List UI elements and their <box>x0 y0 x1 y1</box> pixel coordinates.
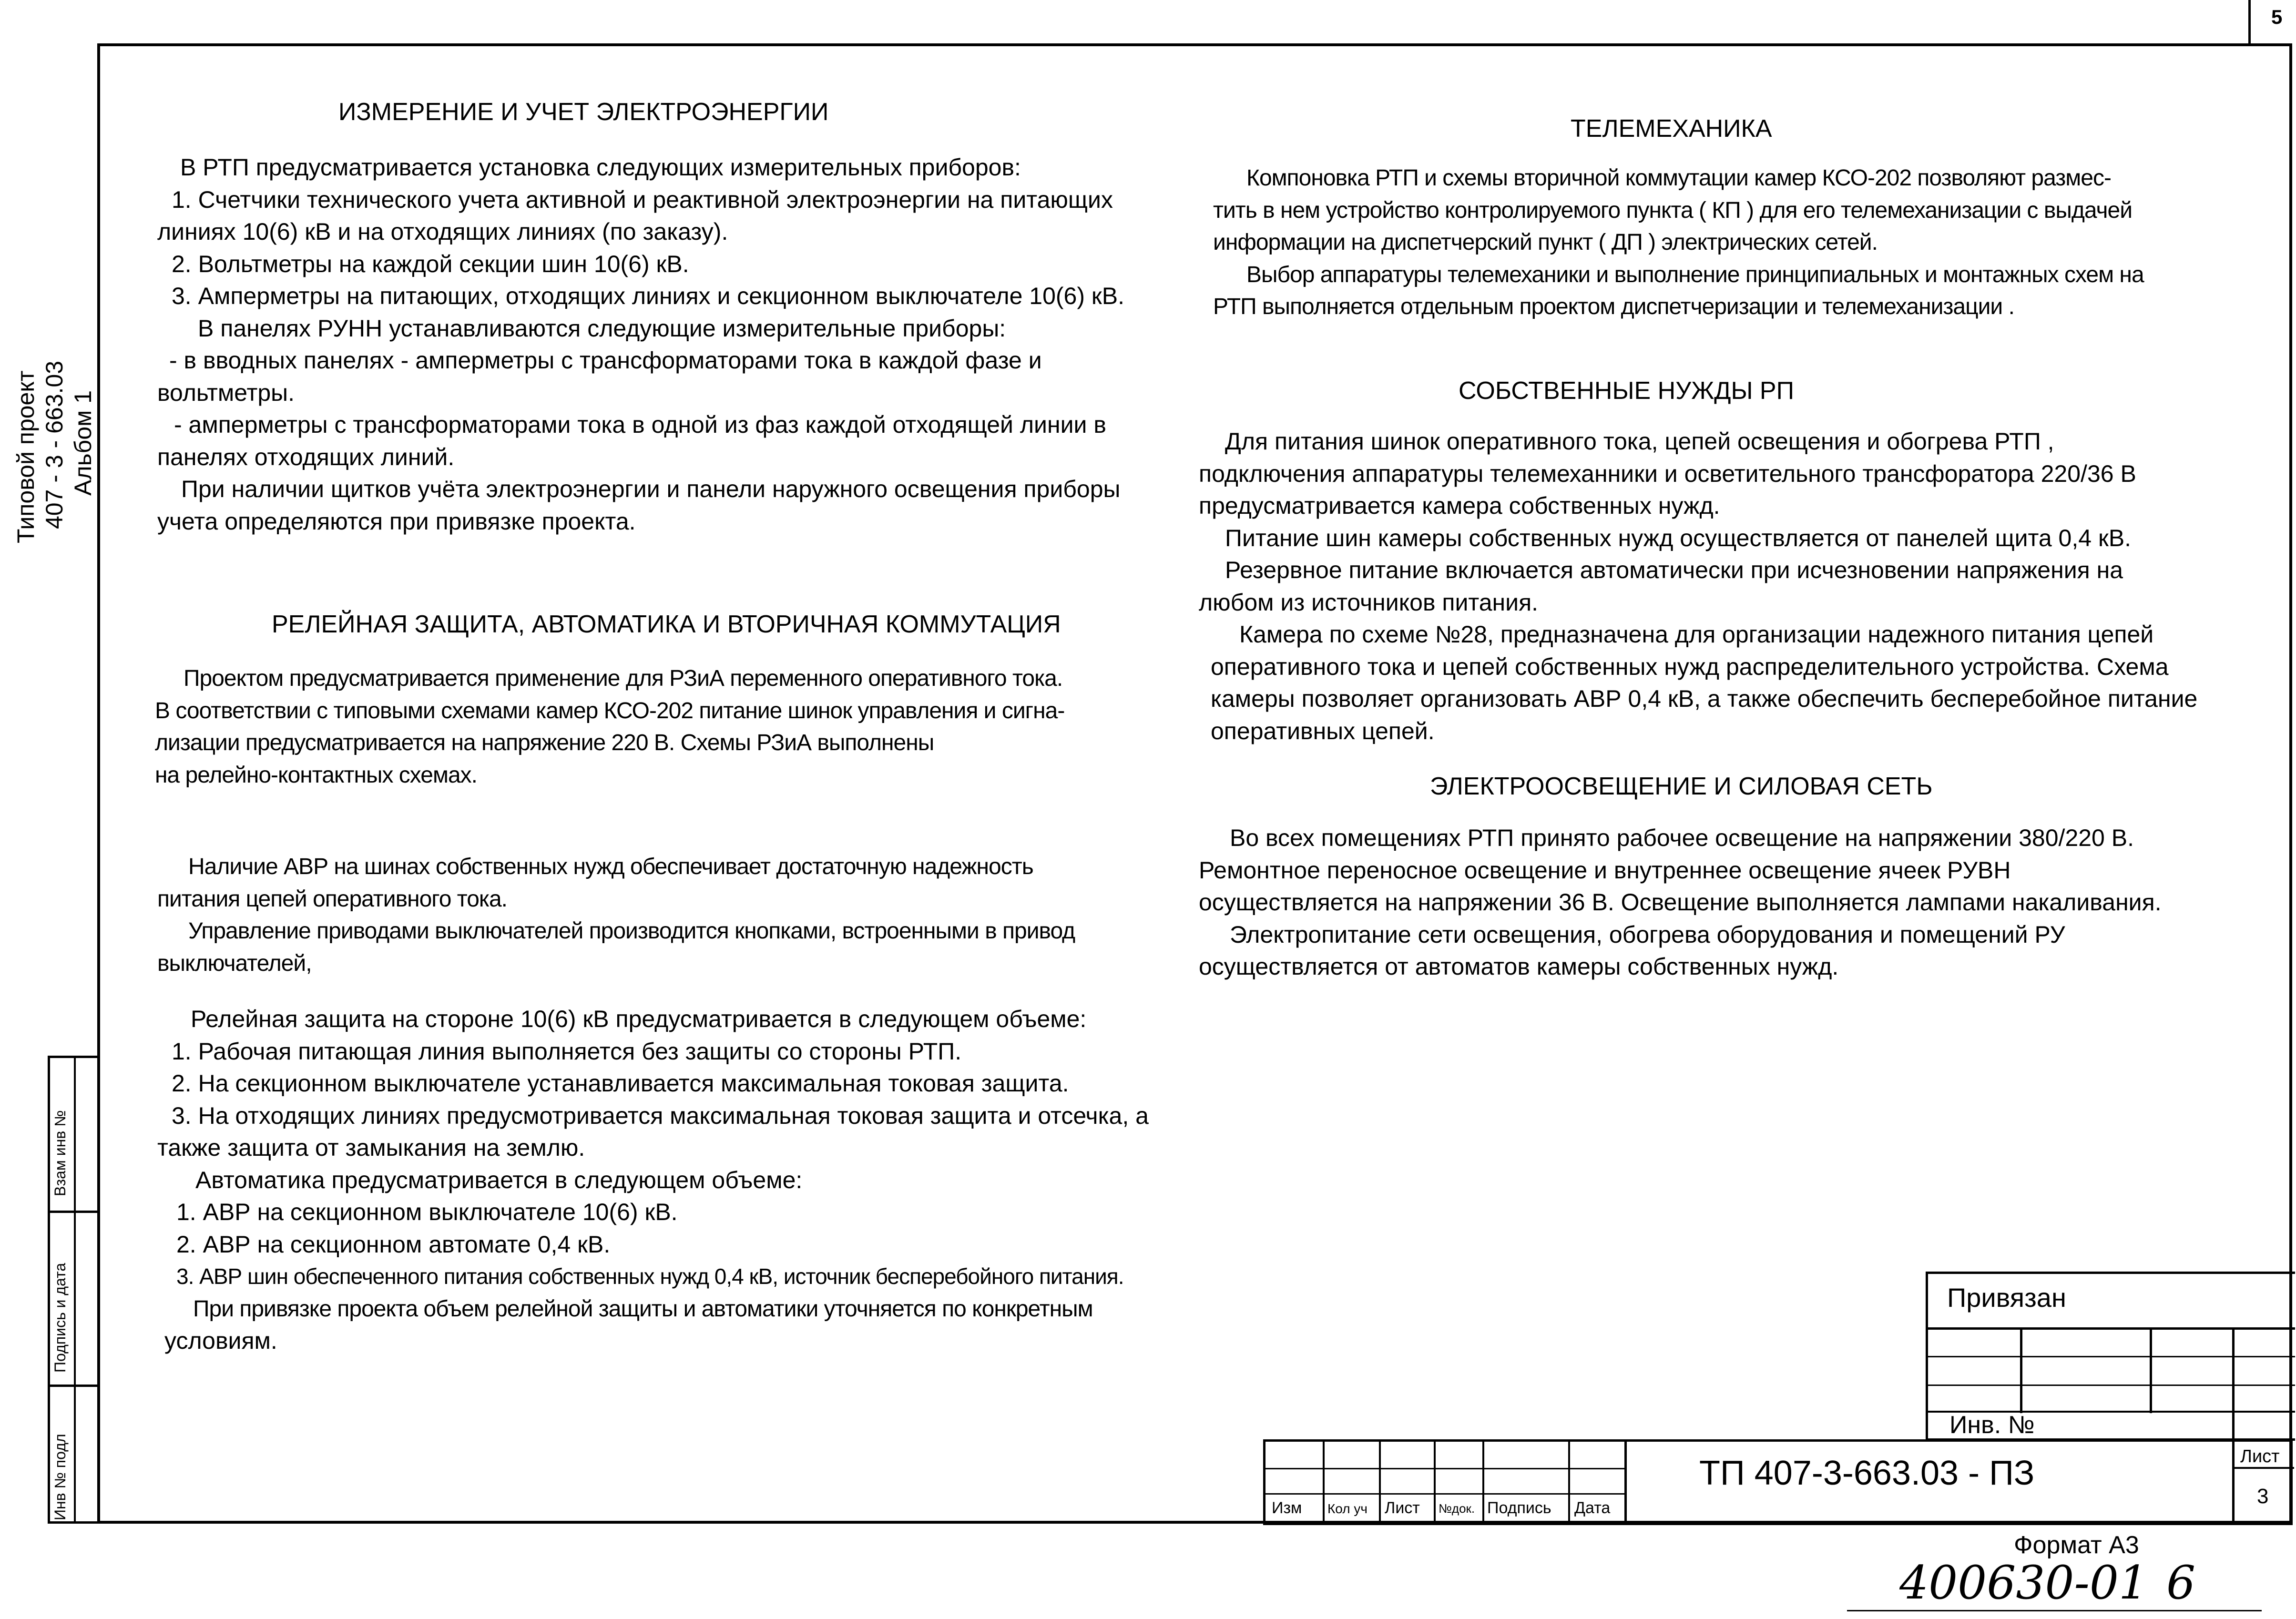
text-line: 2. На секционном выключателе устанавливается максимальная токовая защита. <box>172 1070 1069 1097</box>
text-line: 1. АВР на секционном выключателе 10(6) кВ. <box>176 1199 678 1225</box>
text-line: предусматривается камера собственных нужд. <box>1199 492 1720 519</box>
text-line: любом из источников питания. <box>1199 589 1539 616</box>
document-code: ТП 407-3-663.03 - ПЗ <box>1699 1454 2035 1492</box>
text-line: 1. Рабочая питающая линия выполняется без защиты со стороны РТП. <box>172 1038 962 1065</box>
grid-line <box>1624 1439 1627 1525</box>
text-line: Электропитание сети освещения, обогрева оборудования и помещений РУ <box>1230 921 2065 948</box>
text-line: Резервное питание включается автоматически при исчезновении напряжения на <box>1225 557 2123 583</box>
text-line: - в вводных панелях - амперметры с трансформаторами тока в каждой фазе и <box>169 347 1042 374</box>
grid-line <box>2232 1439 2235 1525</box>
text-line: В РТП предусматривается установка следующих измерительных приборов: <box>180 154 1021 181</box>
text-line: оперативного тока и цепей собственных нужд распределительного устройства. Схема <box>1211 653 2169 680</box>
text-line: условиям. <box>164 1327 277 1354</box>
grid-line <box>1263 1493 1625 1495</box>
text-line: 3. На отходящих линиях предусмотривается максимальная токовая защита и отсечка, а <box>172 1102 1149 1129</box>
text-line: Питание шин камеры собственных нужд осуществляется от панелей щита 0,4 кВ. <box>1225 524 2132 551</box>
text-line: Наличие АВР на шинах собственных нужд обеспечивает достаточную надежность <box>188 854 1033 879</box>
text-line: линиях 10(6) кВ и на отходящих линиях (по заказу). <box>157 218 728 245</box>
side-stamp-separator <box>48 1385 100 1387</box>
text-line: РТП выполняется отдельным проектом диспетчеризации и телемеханизации . <box>1213 294 2014 319</box>
text-line: осуществляется на напряжении 36 В. Освещение выполняется лампами накаливания. <box>1199 889 2162 916</box>
text-line: лизации предусматривается на напряжение 220 В. Схемы РЗиА выполнены <box>155 730 934 755</box>
col-label-list: Лист <box>1385 1499 1420 1517</box>
format-label: Формат А3 <box>2014 1531 2139 1559</box>
text-line: 3. АВР шин обеспеченного питания собственных нужд 0,4 кВ, источник бесперебойного питания. <box>176 1264 1124 1289</box>
col-label-kol: Кол уч <box>1327 1501 1367 1516</box>
handwritten-underline <box>1847 1610 2262 1611</box>
album-label: Альбом 1 <box>70 390 96 496</box>
metering-text <box>157 152 1124 538</box>
col-label-izm: Изм <box>1272 1499 1302 1517</box>
text-line: В соответствии с типовыми схемами камер КСО-202 питание шинок управления и сигна- <box>155 698 1065 723</box>
handwritten-page: 6 <box>2166 1556 2196 1609</box>
text-line: Камера по схеме №28, предназначена для организации надежного питания цепей <box>1239 621 2154 648</box>
project-type-label: Типовой проект <box>12 370 39 543</box>
text-line: При наличии щитков учёта электроэнергии и панели наружного освещения приборы <box>181 476 1121 502</box>
text-line: - амперметры с трансформаторами тока в одной из фаз каждой отходящей линии в <box>174 411 1106 438</box>
text-line: 3. Амперметры на питающих, отходящих линиях и секционном выключателе 10(6) кВ. <box>172 283 1124 309</box>
lighting-text <box>1199 822 2162 983</box>
col-label-date: Дата <box>1574 1499 1611 1517</box>
text-line: также защита от замыкания на землю. <box>157 1134 585 1161</box>
grid-line <box>2232 1327 2235 1441</box>
text-line: Во всех помещениях РТП принято рабочее освещение на напряжении 380/220 В. <box>1230 825 2134 851</box>
section-title-own-needs: СОБСТВЕННЫЕ НУЖДЫ РП <box>1459 377 1794 405</box>
text-line: Релейная защита на стороне 10(6) кВ предусматривается в следующем объеме: <box>191 1006 1087 1032</box>
side-stamp-separator <box>48 1211 100 1213</box>
grid-line <box>1379 1439 1381 1525</box>
relay-text-a <box>155 662 1064 791</box>
grid-line <box>1926 1385 2295 1386</box>
grid-line <box>1926 1327 2295 1330</box>
text-line: Ремонтное переносное освещение и внутреннее освещение ячеек РУВН <box>1199 856 2011 884</box>
relay-text-b <box>157 851 1075 979</box>
replace-inv-label: Взам инв № <box>51 1110 69 1196</box>
text-line: вольтметры. <box>157 379 295 406</box>
text-line: камеры позволяет организовать АВР 0,4 кВ, а также обеспечить бесперебойное питание <box>1211 685 2198 712</box>
grid-line <box>2020 1327 2022 1413</box>
list-label: Лист <box>2240 1446 2280 1466</box>
text-line: оперативных цепей. <box>1211 717 1435 744</box>
grid-line <box>1926 1356 2295 1357</box>
text-line: подключения аппаратуры телемеханники и осветительного трансфоратора 220/36 В <box>1199 460 2136 487</box>
section-title-relay: РЕЛЕЙНАЯ ЗАЩИТА, АВТОМАТИКА И ВТОРИЧНАЯ КОММУТАЦИЯ <box>272 611 1061 638</box>
text-line: Проектом предусматривается применение для РЗиА переменного оперативного тока. <box>184 666 1063 691</box>
telemechanics-text <box>1213 162 2144 323</box>
text-line: выключателей, <box>157 950 312 976</box>
text-line: панелях отходящих линий. <box>157 443 455 470</box>
project-number-label: 407 - 3 - 663.03 <box>41 360 68 529</box>
text-line: Компоновка РТП и схемы вторичной коммутации камер КСО-202 позволяют размес- <box>1246 165 2111 191</box>
col-label-doc: №док. <box>1439 1501 1475 1516</box>
own-needs-text <box>1199 426 2197 747</box>
text-line: Для питания шинок оперативного тока, цепей освещения и обогрева РТП , <box>1225 428 2054 455</box>
text-line: 2. АВР на секционном автомате 0,4 кВ. <box>176 1231 611 1258</box>
grid-line <box>1323 1439 1325 1525</box>
text-line: При привязке проекта объем релейной защиты и автоматики уточняется по конкретным <box>193 1296 1093 1322</box>
grid-line <box>1482 1439 1484 1525</box>
relay-text-c <box>157 1003 1149 1357</box>
text-line: на релейно-контактных схемах. <box>155 762 477 788</box>
text-line: В панелях РУНН устанавливаются следующие измерительные приборы: <box>198 315 1006 342</box>
section-title-telemechanics: ТЕЛЕМЕХАНИКА <box>1571 115 1772 143</box>
handwritten-number: 400630-01 <box>1899 1556 2148 1609</box>
text-line: тить в нем устройство контролируемого пункта ( КП ) для его телемеханизации с выдачей <box>1213 197 2132 223</box>
grid-line <box>2150 1327 2152 1413</box>
signature-date-label: Подпись и дата <box>51 1263 69 1373</box>
text-line: 1. Счетчики технического учета активной и реактивной электроэнергии на питающих <box>172 186 1113 213</box>
text-line: питания цепей оперативного тока. <box>157 886 508 912</box>
text-line: Выбор аппаратуры телемеханики и выполнение принципиальных и монтажных схем на <box>1246 262 2144 287</box>
grid-line <box>2232 1467 2294 1469</box>
text-line: информации на диспетчерский пункт ( ДП ) электрических сетей. <box>1213 230 1878 255</box>
list-value: 3 <box>2257 1485 2269 1508</box>
section-title-lighting: ЭЛЕКТРООСВЕЩЕНИЕ И СИЛОВАЯ СЕТЬ <box>1430 773 1933 800</box>
grid-line <box>1263 1468 1625 1469</box>
grid-line <box>1434 1439 1436 1525</box>
text-line: Управление приводами выключателей производится кнопками, встроенными в привод <box>188 918 1075 944</box>
grid-line <box>1568 1439 1570 1525</box>
inv-number-label: Инв. № <box>1949 1411 2035 1439</box>
section-title-metering: ИЗМЕРЕНИЕ И УЧЕТ ЭЛЕКТРОЭНЕРГИИ <box>338 98 829 126</box>
text-line: осуществляется от автоматов камеры собственных нужд. <box>1199 953 1839 980</box>
sheet-number: 5 <box>2271 6 2283 28</box>
text-line: Автоматика предусматривается в следующем объеме: <box>195 1166 803 1193</box>
binding-label: Привязан <box>1947 1283 2066 1313</box>
text-line: учета определяются при привязке проекта. <box>157 508 636 535</box>
side-stamp-divider <box>74 1056 76 1524</box>
text-line: 2. Вольтметры на каждой секции шин 10(6) кВ. <box>172 250 689 277</box>
inv-original-label: Инв № подл <box>51 1434 69 1520</box>
col-label-signature: Подпись <box>1487 1499 1551 1517</box>
